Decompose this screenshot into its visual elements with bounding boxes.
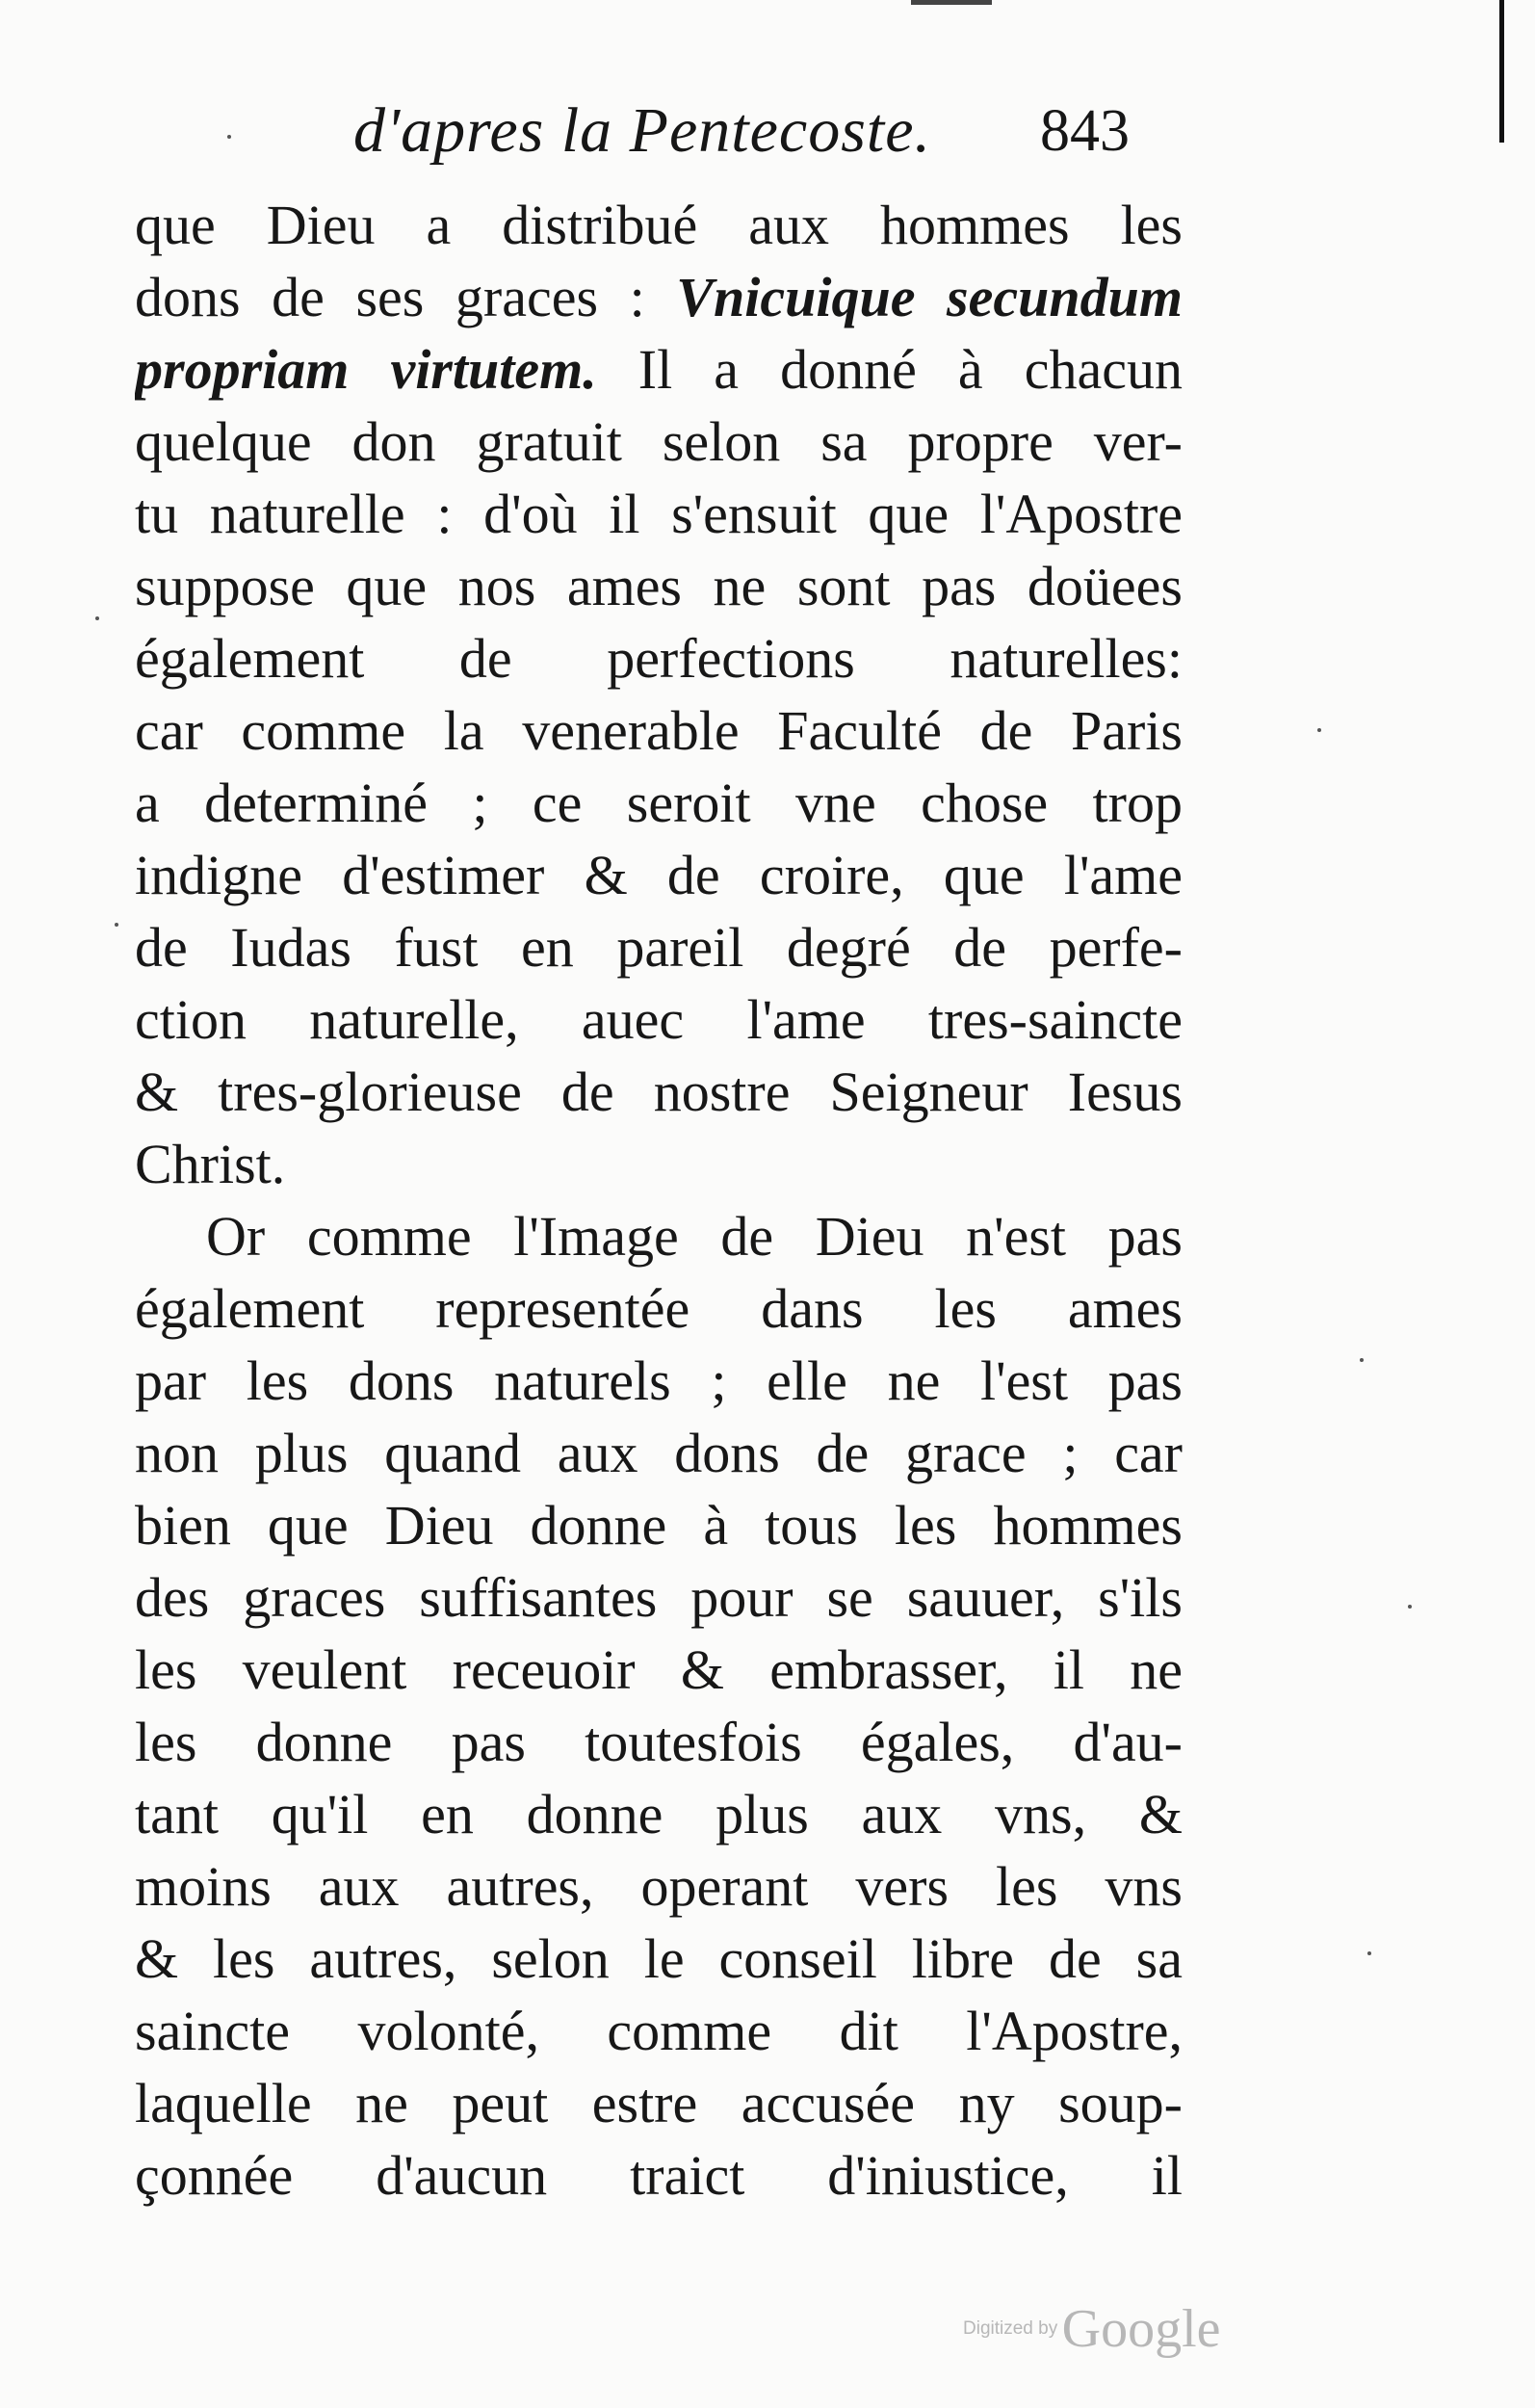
text-line [135,694,1183,767]
text-line [135,1995,1183,2067]
line-text: les donne pas toutesfois égales, d'au- [135,1711,1183,1773]
ink-speck [1360,1358,1364,1362]
line-text: que Dieu a distribué aux hommes les [135,194,1183,256]
line-text: ction naturelle, auec l'ame tres-saincte [135,988,1183,1051]
line-text: bien que Dieu donne à tous les hommes [135,1494,1183,1557]
text-line [135,622,1183,694]
top-edge-mark [911,0,992,5]
ink-speck [95,616,99,620]
text-line [135,189,1183,261]
text-line [135,983,1183,1056]
ink-speck [115,923,118,927]
latin-quotation: propriam virtutem. [135,338,597,401]
text-line [135,261,1183,333]
watermark-prefix: Digitized by [963,2318,1058,2339]
ink-speck [227,135,231,139]
text-line [135,333,1183,406]
line-text: & les autres, selon le conseil libre de sa [135,1927,1183,1990]
body-text [135,189,1183,2212]
text-line [135,1778,1183,1850]
text-line [135,2067,1183,2139]
google-logo: Google [1061,2299,1221,2359]
text-line [135,1200,1183,1272]
line-text: quelque don gratuit selon sa propre ver- [135,410,1183,473]
text-line [135,1128,1183,1200]
text-line [135,1634,1183,1706]
digitization-watermark [963,2298,1310,2359]
text-line [135,478,1183,550]
line-text: Christ. [135,1133,286,1195]
text-line [135,1417,1183,1489]
line-text: tu naturelle : d'où il s'ensuit que l'Apostre [135,483,1183,545]
text-line [135,1272,1183,1345]
text-line [135,1489,1183,1561]
line-text: dons de ses graces : [135,266,677,328]
text-line [135,1056,1183,1128]
text-line [135,2139,1183,2212]
text-line [135,1345,1183,1417]
line-text: laquelle ne peut estre accusée ny soup- [135,2072,1183,2134]
text-line [135,839,1183,911]
line-text: également de perfections naturelles: [135,627,1183,690]
line-text: par les dons naturels ; elle ne l'est pas [135,1349,1183,1412]
line-text: tant qu'il en donne plus aux vns, & [135,1783,1183,1845]
text-line [135,767,1183,839]
text-line [135,1923,1183,1995]
line-text: & tres-glorieuse de nostre Seigneur Iesus [135,1060,1183,1123]
line-text: les veulent receuoir & embrasser, il ne [135,1638,1183,1701]
line-text: saincte volonté, comme dit l'Apostre, [135,2000,1183,2062]
line-text: moins aux autres, operant vers les vns [135,1855,1183,1918]
line-text: Il a donné à chacun [596,338,1183,401]
ink-speck [1367,1951,1371,1955]
text-line [135,1561,1183,1634]
text-line [135,1706,1183,1778]
line-text: indigne d'estimer & de croire, que l'ame [135,844,1183,906]
text-line [135,1850,1183,1923]
line-text: a determiné ; ce seroit vne chose trop [135,772,1183,834]
ink-speck [1317,728,1321,732]
page-header [0,96,1535,166]
ink-speck [1408,1605,1412,1609]
line-text: Or comme l'Image de Dieu n'est pas [206,1205,1183,1268]
line-text: également representée dans les ames [135,1277,1183,1340]
text-line [135,911,1183,983]
line-text: de Iudas fust en pareil degré de perfe- [135,916,1183,979]
page-number: 843 [1040,98,1130,164]
line-text: des graces suffisantes pour se sauuer, s'ils [135,1566,1183,1629]
line-text: çonnée d'aucun traict d'iniustice, il [135,2144,1183,2207]
line-text: suppose que nos ames ne sont pas doüees [135,555,1183,617]
line-text: car comme la venerable Faculté de Paris [135,699,1183,762]
text-line [135,550,1183,622]
latin-quotation: Vnicuique secundum [676,266,1183,328]
text-line [135,406,1183,478]
line-text: non plus quand aux dons de grace ; car [135,1422,1183,1484]
running-head: d'apres la Pentecoste. [353,95,932,166]
